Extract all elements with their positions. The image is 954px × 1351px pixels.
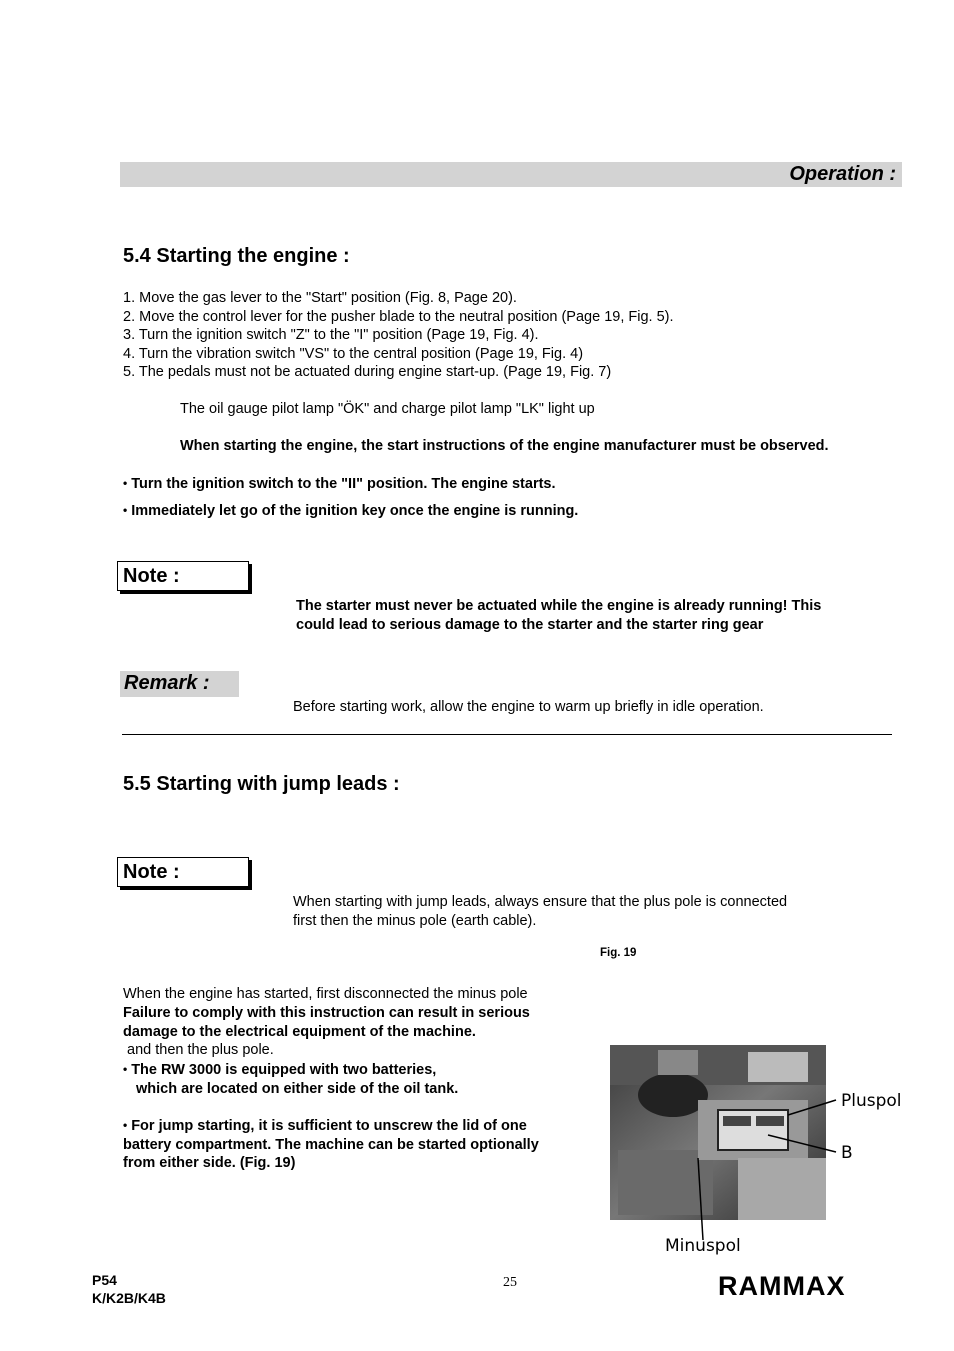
pilot-lamp-text: The oil gauge pilot lamp "ÖK" and charge pilot lamp "LK" light up: [180, 401, 595, 417]
page-number: 25: [503, 1275, 517, 1290]
list-item: 3. Turn the ignition switch "Z" to the "I" position (Page 19, Fig. 4).: [123, 327, 539, 343]
jump-note-text: When starting with jump leads, always ensure that the plus pole is connected first then the minus pole (earth cable).: [293, 894, 788, 929]
bullet-ignition-ii: • Turn the ignition switch to the "II" position. The engine starts.: [123, 475, 556, 494]
jump-start-info: • For jump starting, it is sufficient to unscrew the lid of one battery compartment. The machine can be started optionally from either side. (Fig. 19): [123, 1117, 539, 1173]
note-label-box: Note :: [117, 561, 249, 591]
heading-starting-engine: 5.4 Starting the engine :: [123, 245, 350, 267]
start-steps-list: [123, 289, 674, 382]
model-codes: P54 K/K2B/K4B: [92, 1272, 166, 1306]
minus-pole-label: Minuspol: [665, 1236, 741, 1256]
list-item: 5. The pedals must not be actuated during engine start-up. (Page 19, Fig. 7): [123, 364, 612, 380]
failure-warning: Failure to comply with this instruction can result in serious damage to the electrical equipment of the machine.: [123, 1005, 530, 1040]
manufacturer-instructions: When starting the engine, the start instructions of the engine manufacturer must be observed.: [180, 438, 829, 454]
battery-compartment-photo: [598, 1040, 908, 1260]
section-header-title: Operation :: [789, 163, 896, 185]
section-header-bar: [120, 162, 902, 187]
b-label: B: [841, 1143, 853, 1163]
plus-pole-label: Pluspol: [841, 1091, 902, 1111]
rammax-logo: [718, 1270, 863, 1305]
bullet-let-go-key: • Immediately let go of the ignition key once the engine is running.: [123, 502, 578, 521]
starter-warning: The starter must never be actuated while the engine is already running! This could lead to serious damage to the starter and the starter ring gear: [296, 598, 822, 633]
batteries-info: • The RW 3000 is equipped with two batteries, which are located on either side of the oil tank.: [123, 1061, 458, 1098]
list-item: 2. Move the control lever for the pusher blade to the neutral position (Page 19, Fig. 5).: [123, 308, 674, 325]
list-item: 4. Turn the vibration switch "VS" to the central position (Page 19, Fig. 4): [123, 345, 584, 362]
disconnect-order-text: When the engine has started, first disconnected the minus pole and then the plus pole.: [123, 986, 528, 1058]
note-label-box-jump: Note :: [117, 857, 249, 887]
figure-label: Fig. 19: [600, 947, 637, 959]
remark-warmup-text: Before starting work, allow the engine to warm up briefly in idle operation.: [293, 699, 764, 715]
list-item: 1. Move the gas lever to the "Start" position (Fig. 8, Page 20).: [123, 290, 517, 306]
svg-text:RAMMAX: RAMMAX: [718, 1271, 846, 1300]
heading-jump-leads: 5.5 Starting with jump leads :: [123, 773, 400, 795]
remark-label-box: Remark :: [120, 671, 239, 697]
section-divider: [122, 734, 892, 735]
